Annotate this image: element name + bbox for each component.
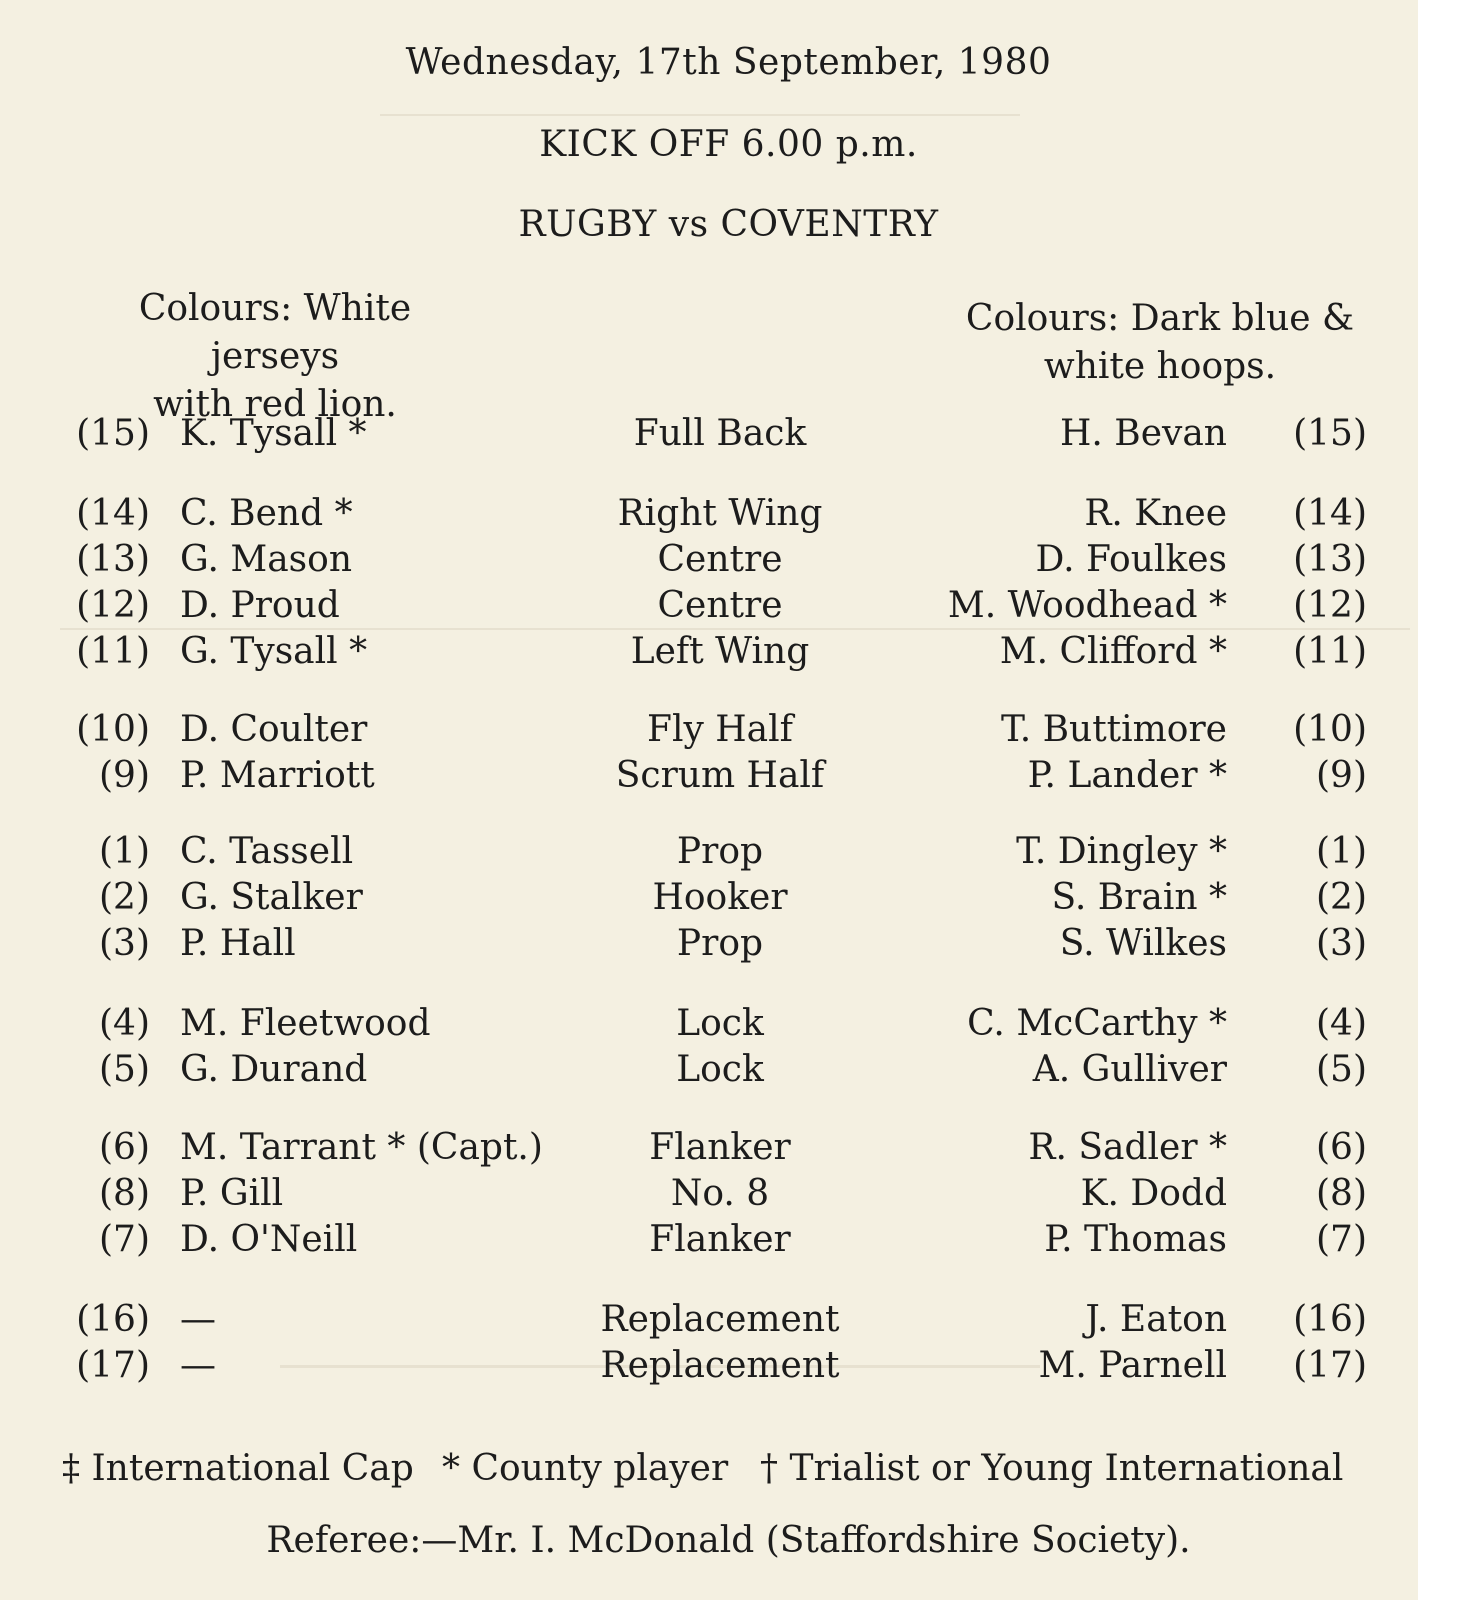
away-player-name: K. Dodd: [1080, 1173, 1227, 1214]
away-shirt-number: (11): [1293, 631, 1367, 672]
away-shirt-number: (9): [1316, 755, 1367, 796]
referee-line: Referee:—Mr. I. McDonald (Staffordshire Society).: [266, 1520, 1191, 1561]
lineup-row: [0, 582, 1457, 630]
position-label: Fly Half: [647, 709, 793, 750]
lineup-row: [0, 1296, 1457, 1344]
away-player-name: A. Gulliver: [1032, 1049, 1227, 1090]
home-player-name: —: [180, 1299, 216, 1340]
kickoff-time: KICK OFF 6.00 p.m.: [539, 124, 918, 165]
away-shirt-number: (16): [1293, 1299, 1367, 1340]
home-player-name: G. Tysall *: [180, 631, 368, 672]
lineup-row: [0, 752, 1457, 800]
away-shirt-number: (1): [1316, 831, 1367, 872]
home-player-name: C. Bend *: [180, 493, 353, 534]
home-colours: [70, 285, 480, 429]
home-shirt-number: (12): [76, 585, 150, 626]
position-label: Lock: [676, 1003, 764, 1044]
home-shirt-number: (5): [99, 1049, 150, 1090]
legend-county-player: * County player: [442, 1448, 729, 1489]
away-player-name: R. Knee: [1084, 493, 1227, 534]
position-label: Left Wing: [630, 631, 810, 672]
away-player-name: P. Lander *: [1027, 755, 1227, 796]
away-shirt-number: (10): [1293, 709, 1367, 750]
away-player-name: J. Eaton: [1085, 1299, 1227, 1340]
home-shirt-number: (13): [76, 539, 150, 580]
home-player-name: D. O'Neill: [180, 1219, 358, 1260]
home-shirt-number: (10): [76, 709, 150, 750]
away-colours-line1: Colours: Dark blue &: [965, 298, 1355, 339]
home-player-name: M. Fleetwood: [180, 1003, 431, 1044]
away-player-name: M. Parnell: [1038, 1345, 1227, 1386]
lineup-row: [0, 1124, 1457, 1172]
home-shirt-number: (17): [76, 1345, 150, 1386]
position-label: Centre: [657, 539, 783, 580]
away-shirt-number: (12): [1293, 585, 1367, 626]
position-label: Lock: [676, 1049, 764, 1090]
lineup-row: [0, 410, 1457, 458]
home-player-name: D. Proud: [180, 585, 340, 626]
position-label: Replacement: [600, 1299, 840, 1340]
position-label: Hooker: [652, 877, 788, 918]
home-player-name: —: [180, 1345, 216, 1386]
away-player-name: S. Wilkes: [1059, 923, 1227, 964]
home-colours-line2: with red lion.: [153, 384, 397, 425]
position-label: Right Wing: [617, 493, 823, 534]
home-player-name: P. Hall: [180, 923, 296, 964]
away-shirt-number: (8): [1316, 1173, 1367, 1214]
away-player-name: H. Bevan: [1059, 413, 1227, 454]
position-label: Flanker: [649, 1219, 791, 1260]
away-shirt-number: (14): [1293, 493, 1367, 534]
lineup-row: [0, 490, 1457, 538]
away-player-name: T. Buttimore: [1000, 709, 1227, 750]
lineup-row: [0, 920, 1457, 968]
lineup-row: [0, 828, 1457, 876]
position-label: Prop: [676, 923, 764, 964]
home-player-name: P. Gill: [180, 1173, 284, 1214]
home-shirt-number: (7): [99, 1219, 150, 1260]
home-player-name: C. Tassell: [180, 831, 354, 872]
away-player-name: P. Thomas: [1044, 1219, 1227, 1260]
home-colours-line1: Colours: White jerseys: [138, 288, 412, 377]
home-shirt-number: (6): [99, 1127, 150, 1168]
away-shirt-number: (15): [1293, 413, 1367, 454]
home-shirt-number: (2): [99, 877, 150, 918]
legend-trialist: † Trialist or Young International: [760, 1448, 1344, 1489]
position-label: Prop: [676, 831, 764, 872]
lineup-row: [0, 1170, 1457, 1218]
away-shirt-number: (17): [1293, 1345, 1367, 1386]
away-shirt-number: (13): [1293, 539, 1367, 580]
home-player-name: G. Mason: [180, 539, 353, 580]
away-colours-line2: white hoops.: [1043, 346, 1277, 387]
fixture-title: RUGBY vs COVENTRY: [518, 204, 939, 245]
show-through-line: [380, 114, 1020, 116]
away-player-name: T. Dingley *: [1016, 831, 1227, 872]
home-player-name: P. Marriott: [180, 755, 375, 796]
away-player-name: M. Woodhead *: [947, 585, 1227, 626]
lineup-row: [0, 706, 1457, 754]
lineup-row: [0, 536, 1457, 584]
position-label: Replacement: [600, 1345, 840, 1386]
home-player-name: G. Durand: [180, 1049, 368, 1090]
away-shirt-number: (6): [1316, 1127, 1367, 1168]
lineup-row: [0, 874, 1457, 922]
home-shirt-number: (16): [76, 1299, 150, 1340]
lineup-row: [0, 1342, 1457, 1390]
home-shirt-number: (3): [99, 923, 150, 964]
lineup-row: [0, 1046, 1457, 1094]
home-shirt-number: (14): [76, 493, 150, 534]
home-player-name: K. Tysall *: [180, 413, 367, 454]
home-player-name: G. Stalker: [180, 877, 363, 918]
home-shirt-number: (1): [99, 831, 150, 872]
position-label: Centre: [657, 585, 783, 626]
home-shirt-number: (4): [99, 1003, 150, 1044]
away-player-name: R. Sadler *: [1028, 1127, 1227, 1168]
position-label: Full Back: [633, 413, 807, 454]
away-player-name: D. Foulkes: [1035, 539, 1227, 580]
away-shirt-number: (3): [1316, 923, 1367, 964]
lineup-row: [0, 628, 1457, 676]
home-player-name: M. Tarrant * (Capt.): [180, 1127, 543, 1168]
lineup-row: [0, 1216, 1457, 1264]
home-shirt-number: (8): [99, 1173, 150, 1214]
away-player-name: C. McCarthy *: [967, 1003, 1227, 1044]
away-player-name: M. Clifford *: [999, 631, 1227, 672]
lineup-row: [0, 1000, 1457, 1048]
away-shirt-number: (2): [1316, 877, 1367, 918]
legend-international-cap: ‡ International Cap: [62, 1448, 414, 1489]
away-player-name: S. Brain *: [1051, 877, 1227, 918]
home-shirt-number: (9): [99, 755, 150, 796]
position-label: Scrum Half: [615, 755, 825, 796]
home-shirt-number: (11): [76, 631, 150, 672]
home-player-name: D. Coulter: [180, 709, 368, 750]
position-label: No. 8: [670, 1173, 770, 1214]
home-shirt-number: (15): [76, 413, 150, 454]
away-shirt-number: (4): [1316, 1003, 1367, 1044]
position-label: Flanker: [649, 1127, 791, 1168]
away-shirt-number: (5): [1316, 1049, 1367, 1090]
match-date: Wednesday, 17th September, 1980: [405, 42, 1052, 83]
away-colours: [960, 295, 1360, 391]
away-shirt-number: (7): [1316, 1219, 1367, 1260]
